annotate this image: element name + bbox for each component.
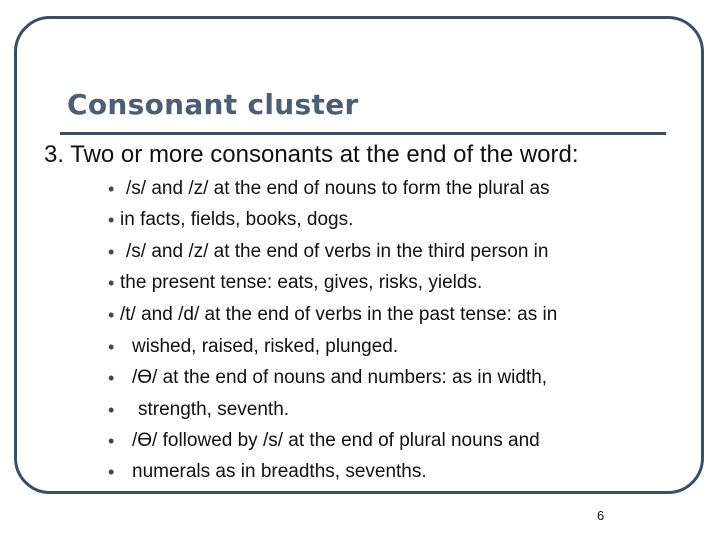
bullet-marker: • <box>108 273 115 293</box>
bullet-line: numerals as in breadths, sevenths. <box>132 461 427 482</box>
bullet-line: the present tense: eats, gives, risks, yields. <box>120 272 483 293</box>
bullet-line: /Ɵ/ followed by /s/ at the end of plural nouns and <box>132 430 540 451</box>
bullet-line: /s/ and /z/ at the end of nouns to form the plural as <box>126 178 550 199</box>
bullet-line: /s/ and /z/ at the end of verbs in the third person in <box>126 241 549 262</box>
bullet-line: in facts, fields, books, dogs. <box>120 209 354 230</box>
section-heading: 3. Two or more consonants at the end of the word: <box>44 141 579 168</box>
bullet-marker: • <box>108 462 115 482</box>
bullet-marker: • <box>108 242 115 262</box>
bullet-line: /Ɵ/ at the end of nouns and numbers: as in width, <box>132 367 548 388</box>
bullet-line: strength, seventh. <box>138 399 290 420</box>
bullet-marker: • <box>108 210 115 230</box>
bullet-marker: • <box>108 179 115 199</box>
slide-title: Consonant cluster <box>67 88 359 121</box>
title-underline <box>60 132 666 135</box>
bullet-line: wished, raised, risked, plunged. <box>132 336 399 357</box>
bullet-marker: • <box>108 368 115 388</box>
bullet-marker: • <box>108 431 115 451</box>
bullet-marker: • <box>108 400 115 420</box>
bullet-line: /t/ and /d/ at the end of verbs in the past tense: as in <box>120 304 558 325</box>
bullet-marker: • <box>108 337 115 357</box>
bullet-marker: • <box>108 305 115 325</box>
page-number: 6 <box>597 508 605 523</box>
